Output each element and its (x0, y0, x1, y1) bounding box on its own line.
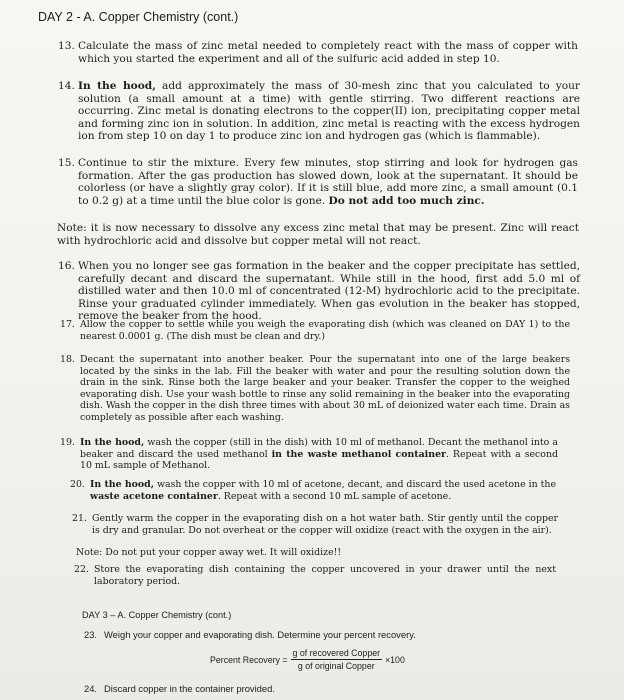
step-text: Weigh your copper and evaporating dish. Determine your percent recovery. (104, 629, 416, 640)
step-number: 24. (84, 683, 98, 694)
step-18 (60, 354, 570, 424)
step-lead: In the hood, (78, 80, 156, 92)
step-text: Calculate the mass of zinc metal needed to completely react with the mass of copper with which you started the experiment and all of the sulfuric acid added in step 10. (78, 40, 578, 65)
formula-label: Percent Recovery = (210, 654, 288, 665)
step-number: 17. (60, 319, 75, 330)
step-number: 13. (58, 40, 75, 52)
step-number: 23. (84, 629, 98, 640)
formula-fraction (291, 648, 383, 671)
step-20 (70, 479, 556, 502)
step-23 (84, 629, 544, 641)
step-24 (84, 683, 544, 695)
note-oxidize: Note: Do not put your copper away wet. It will oxidize!! (76, 547, 342, 558)
step-text: Store the evaporating dish containing the copper uncovered in your drawer until the next laboratory period. (94, 564, 556, 587)
step-number: 19. (60, 437, 75, 448)
step-number: 18. (60, 354, 75, 365)
step-number: 14. (58, 80, 75, 92)
step-16 (58, 260, 580, 323)
step-text: Decant the supernatant into another beaker. Pour the supernatant into one of the large beakers located by the sinks in the lab. Fill the beaker with water and pour the resulting solution down the drain in the sink. Rinse both the large beaker and your beaker. Transfer the copper to the weighed evaporating dish. Use your wash bottle to rinse any solid remaining in the beaker into the evaporating dish. Wash the copper in the dish three times with about 30 mL of deionized water each time. Drain as completely as possible after each washing. (80, 354, 570, 423)
step-tail: . Repeat with a second 10 mL sample of Methanol. (80, 448, 558, 472)
day3-header: DAY 3 – A. Copper Chemistry (cont.) (82, 610, 232, 620)
formula-numerator: g of recovered Copper (292, 648, 381, 658)
step-text: wash the copper with 10 ml of acetone, decant, and discard the used acetone in the (153, 479, 556, 490)
step-15 (58, 157, 578, 207)
step-19 (60, 437, 558, 472)
formula-denominator: g of original Copper (297, 661, 375, 671)
step-text: Discard copper in the container provided. (104, 683, 275, 694)
step-13 (58, 40, 578, 65)
step-emphasis: in the waste methanol container (271, 448, 446, 460)
step-text: Continue to stir the mixture. Every few minutes, stop stirring and look for hydrogen gas formation. After the gas production has slowed down, look at the supernatant. It should be colorless (or have a slightly gray color). If it is still blue, add more zinc, a small amount (0.1 to 0.2 g) at a time until the blue color is gone. (78, 157, 578, 207)
step-lead: In the hood, (90, 479, 154, 490)
step-tail: . Repeat with a second 10 mL sample of acetone. (217, 490, 452, 502)
percent-recovery-formula (210, 648, 405, 671)
step-text: Gently warm the copper in the evaporating dish on a hot water bath. Stir gently until the copper is dry and granular. Do not overheat or the copper will oxidize (react with the oxygen in the air). (92, 513, 558, 536)
step-lead: In the hood, (80, 437, 145, 448)
step-text: add approximately the mass of 30-mesh zinc that you calculated to your solution (a small amount at a time) with gentle stirring. Two different reactions are occurring. Zinc metal is donating electrons to the copper(II) ion, precipitating copper metal and forming zinc ion in solution. In addition, zinc metal is reacting with the excess hydrogen ion from step 10 on day 1 to produce zinc ion and hydrogen gas (which is flammable). (78, 80, 580, 143)
step-text: Allow the copper to settle while you weigh the evaporating dish (which was cleaned on DAY 1) to the nearest 0.0001 g. (The dish must be clean and dry.) (80, 319, 570, 342)
note-dissolve-zinc: Note: it is now necessary to dissolve any excess zinc metal that may be present. Zinc will react with hydrochloric acid and dissolve but copper metal will not react. (57, 222, 579, 247)
formula-factor: ×100 (385, 654, 405, 665)
step-number: 15. (58, 157, 75, 169)
step-14 (58, 80, 580, 143)
step-text: When you no longer see gas formation in the beaker and the copper precipitate has settled, carefully decant and discard the supernatant. While still in the hood, first add 5.0 ml of distilled water and then 10.0 ml of concentrated (12-M) hydrochloric acid to the precipitate. Rinse your graduated cylinder immediately. When gas evolution in the beaker has stopped, remove the beaker from the hood. (78, 260, 580, 323)
step-emphasis: waste acetone container (90, 490, 218, 502)
step-number: 20. (70, 479, 85, 490)
step-emphasis: Do not add too much zinc. (328, 194, 485, 207)
step-21 (72, 513, 558, 536)
step-number: 21. (72, 513, 87, 524)
step-number: 22. (74, 564, 89, 575)
step-17 (60, 319, 570, 342)
page-header: DAY 2 - A. Copper Chemistry (cont.) (38, 10, 239, 24)
step-22 (74, 564, 556, 587)
step-text: wash the copper (still in the dish) with 10 ml of methanol. Decant the methanol into a beaker and discard the used methanol (80, 437, 558, 460)
step-number: 16. (58, 260, 75, 272)
